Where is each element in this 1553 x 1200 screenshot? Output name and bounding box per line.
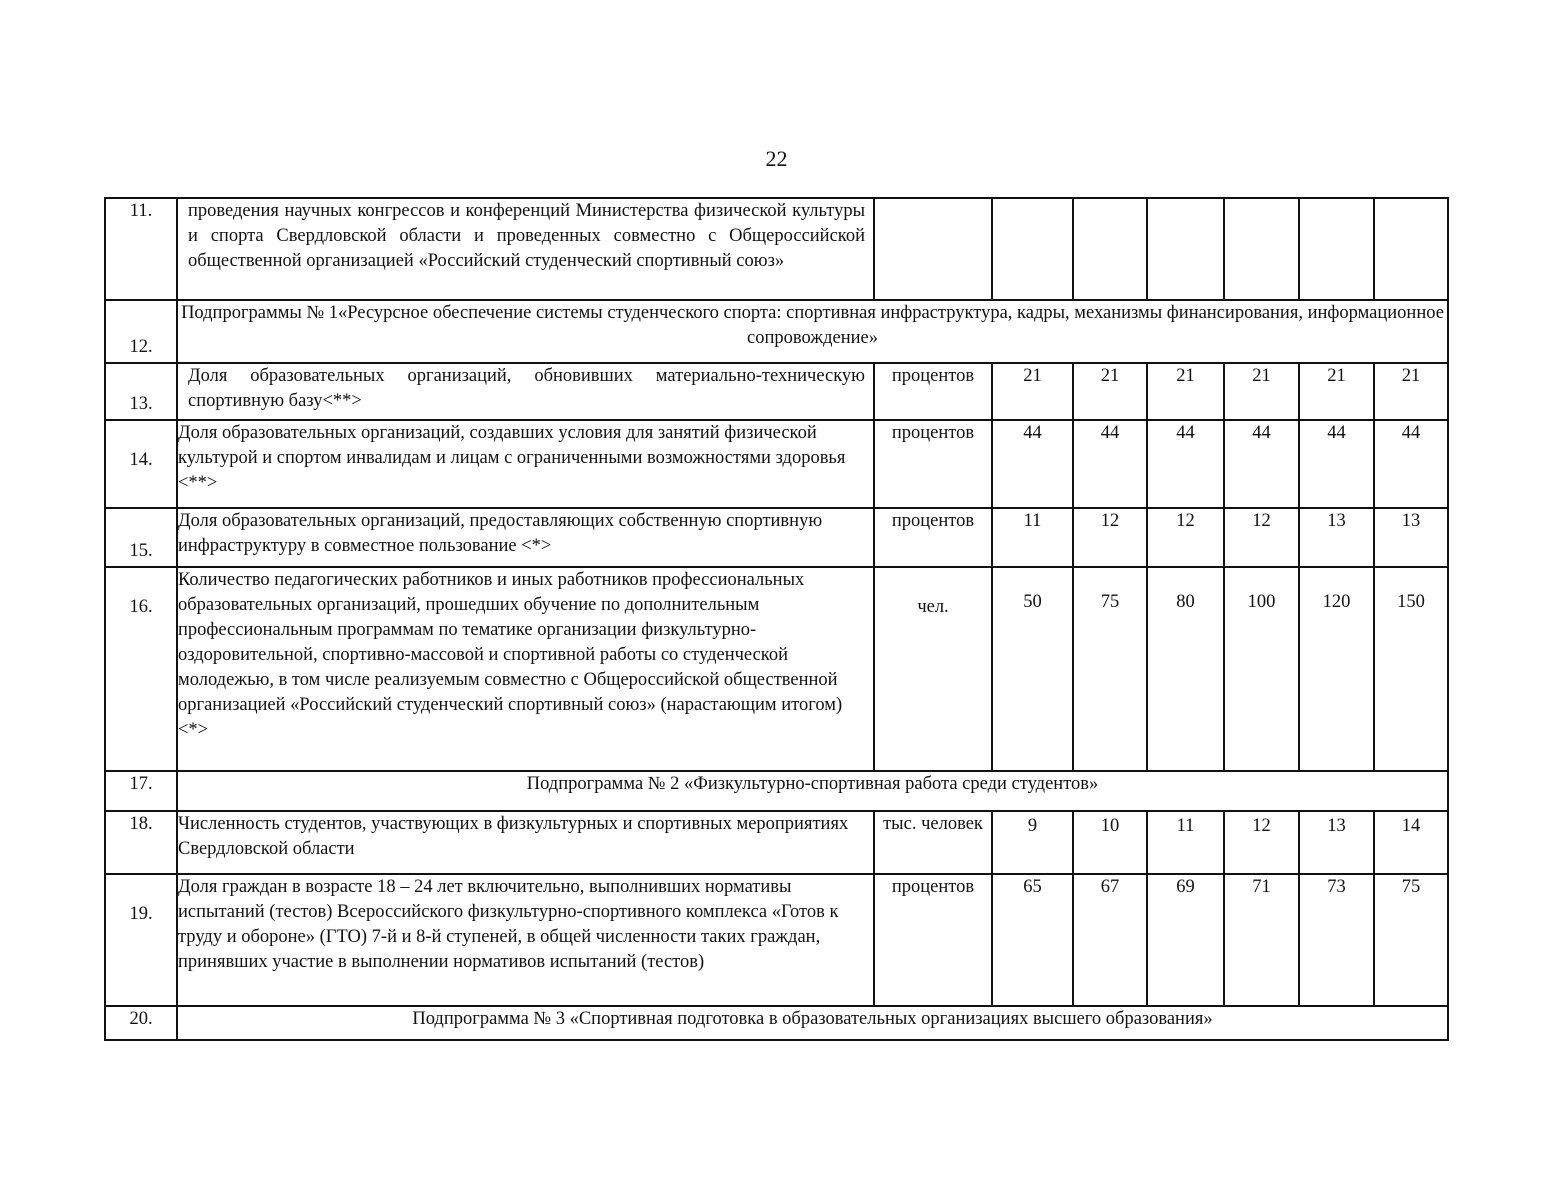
- value-cell: 100: [1224, 567, 1299, 771]
- subprogram-heading: Подпрограмма № 3 «Спортивная подготовка в образовательных организациях высшего образования»: [177, 1006, 1448, 1040]
- value-cell: 12: [1224, 811, 1299, 874]
- subprogram-heading-row: [105, 300, 1448, 363]
- value-cell: [1299, 198, 1374, 300]
- indicators-table: [104, 197, 1449, 1041]
- value-cell: 44: [1147, 420, 1224, 508]
- table-row: [105, 363, 1448, 420]
- subprogram-heading-row: [105, 1006, 1448, 1040]
- value-cell: 21: [1374, 363, 1448, 420]
- table-row: [105, 198, 1448, 300]
- value-cell: 73: [1299, 874, 1374, 1006]
- value-cell: 21: [1299, 363, 1374, 420]
- unit-cell: чел.: [874, 567, 992, 771]
- unit-cell: процентов: [874, 874, 992, 1006]
- value-cell: 50: [992, 567, 1073, 771]
- value-cell: 80: [1147, 567, 1224, 771]
- value-cell: 75: [1374, 874, 1448, 1006]
- subprogram-heading: Подпрограммы № 1«Ресурсное обеспечение системы студенческого спорта: спортивная инфраструктура, кадры, механизмы финансирования, информационное сопровождение»: [177, 300, 1448, 363]
- table-row: [105, 567, 1448, 771]
- table-row: [105, 811, 1448, 874]
- value-cell: 11: [1147, 811, 1224, 874]
- value-cell: 12: [1224, 508, 1299, 567]
- value-cell: 75: [1073, 567, 1147, 771]
- indicator-name: Численность студентов, участвующих в физкультурных и спортивных мероприятиях Свердловской области: [177, 811, 874, 874]
- value-cell: 13: [1299, 811, 1374, 874]
- row-number: 19.: [105, 874, 177, 1006]
- row-number: 12.: [105, 300, 177, 363]
- value-cell: 10: [1073, 811, 1147, 874]
- indicator-name: проведения научных конгрессов и конференций Министерства физической культуры и спорта Свердловской области и проведенных совместно с Общероссийской общественной организацией «Российский студенческий спортивный союз»: [177, 198, 874, 300]
- value-cell: 44: [1073, 420, 1147, 508]
- unit-cell: [874, 198, 992, 300]
- table-row: [105, 508, 1448, 567]
- value-cell: [992, 198, 1073, 300]
- value-cell: 21: [1147, 363, 1224, 420]
- value-cell: 150: [1374, 567, 1448, 771]
- indicator-name: Доля граждан в возрасте 18 – 24 лет включительно, выполнивших нормативы испытаний (тестов) Всероссийского физкультурно-спортивного комплекса «Готов к труду и обороне» (ГТО) 7-й и 8-й ступеней, в общей численности таких граждан, принявших участие в выполнении нормативов испытаний (тестов): [177, 874, 874, 1006]
- subprogram-heading: Подпрограмма № 2 «Физкультурно-спортивная работа среди студентов»: [177, 771, 1448, 811]
- value-cell: 13: [1299, 508, 1374, 567]
- value-cell: 120: [1299, 567, 1374, 771]
- value-cell: 67: [1073, 874, 1147, 1006]
- page-number: 22: [765, 146, 788, 171]
- row-number: 13.: [105, 363, 177, 420]
- value-cell: [1073, 198, 1147, 300]
- indicator-name: Доля образовательных организаций, обновивших материально-техническую спортивную базу<**>: [177, 363, 874, 420]
- value-cell: 13: [1374, 508, 1448, 567]
- table-row: [105, 874, 1448, 1006]
- row-number: 11.: [105, 198, 177, 300]
- unit-cell: процентов: [874, 508, 992, 567]
- value-cell: 44: [992, 420, 1073, 508]
- value-cell: 21: [1224, 363, 1299, 420]
- indicator-name: Доля образовательных организаций, создавших условия для занятий физической культурой и спортом инвалидам и лицам с ограниченными возможностями здоровья <**>: [177, 420, 874, 508]
- value-cell: 65: [992, 874, 1073, 1006]
- value-cell: 21: [1073, 363, 1147, 420]
- value-cell: [1374, 198, 1448, 300]
- subprogram-heading-row: [105, 771, 1448, 811]
- value-cell: 9: [992, 811, 1073, 874]
- value-cell: 12: [1147, 508, 1224, 567]
- value-cell: 11: [992, 508, 1073, 567]
- value-cell: 21: [992, 363, 1073, 420]
- row-number: 20.: [105, 1006, 177, 1040]
- value-cell: 44: [1374, 420, 1448, 508]
- unit-cell: процентов: [874, 363, 992, 420]
- value-cell: 69: [1147, 874, 1224, 1006]
- value-cell: 71: [1224, 874, 1299, 1006]
- row-number: 14.: [105, 420, 177, 508]
- value-cell: 14: [1374, 811, 1448, 874]
- row-number: 16.: [105, 567, 177, 771]
- indicator-name: Доля образовательных организаций, предоставляющих собственную спортивную инфраструктуру в совместное пользование <*>: [177, 508, 874, 567]
- value-cell: [1147, 198, 1224, 300]
- row-number: 17.: [105, 771, 177, 811]
- unit-cell: тыс. человек: [874, 811, 992, 874]
- row-number: 15.: [105, 508, 177, 567]
- value-cell: 44: [1299, 420, 1374, 508]
- value-cell: 12: [1073, 508, 1147, 567]
- value-cell: 44: [1224, 420, 1299, 508]
- table-row: [105, 420, 1448, 508]
- indicator-name: Количество педагогических работников и иных работников профессиональных образовательных организаций, прошедших обучение по дополнительным профессиональным программам по тематике организации физкультурно-оздоровительной, спортивно-массовой и спортивной работы со студенческой молодежью, в том числе реализуемым совместно с Общероссийской общественной организацией «Российский студенческий спортивный союз» (нарастающим итогом) <*>: [177, 567, 874, 771]
- unit-cell: процентов: [874, 420, 992, 508]
- row-number: 18.: [105, 811, 177, 874]
- value-cell: [1224, 198, 1299, 300]
